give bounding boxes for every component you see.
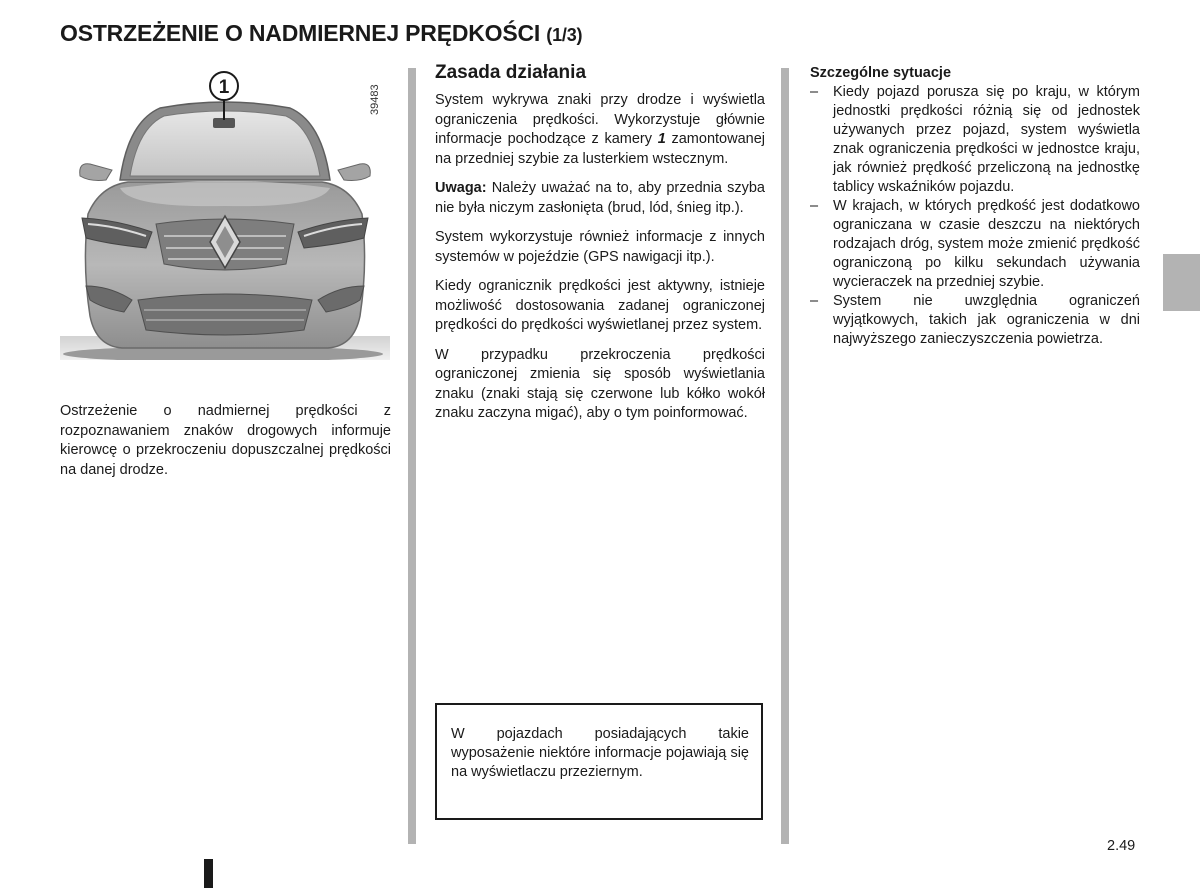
figure-caption: Ostrzeżenie o nadmiernej prędkości z rozpoznawaniem znaków drogowych informuje kierowcę o przekroczeniu dopuszczalnej prędkości na danej drodze. xyxy=(60,403,391,478)
note-text: Należy uważać na to, aby przednia szyba nie była niczym zasłonięta (brud, lód, śnieg itp.). xyxy=(435,180,765,216)
title-text: OSTRZEŻENIE O NADMIERNEJ PRĘDKOŚCI xyxy=(60,20,541,46)
title-part: (1/3) xyxy=(546,25,583,45)
bullet-dash: – xyxy=(810,293,819,309)
info-box-text: W pojazdach posiadających takie wyposażenie niektóre informacje pojawiają się na wyświetlaczu przeziernym. xyxy=(451,726,749,780)
list-item xyxy=(810,83,1140,197)
figure-code xyxy=(356,72,396,118)
page-title xyxy=(60,20,582,47)
camera-reference: 1 xyxy=(657,131,666,147)
special-list xyxy=(810,83,1140,349)
corner-mark xyxy=(204,859,213,888)
column-divider-right xyxy=(781,68,789,844)
special-heading: Szczególne sytuacje xyxy=(810,65,952,81)
principle-paragraph-4: Kiedy ogranicznik prędkości jest aktywny, istnieje możliwość dostosowania zadanej ograniczonej prędkości do prędkości wyświetlanej przez system. xyxy=(435,278,765,333)
list-item xyxy=(810,197,1140,292)
column-divider-left xyxy=(408,68,416,844)
chapter-tab xyxy=(1163,254,1200,311)
list-item-text: W krajach, w których prędkość jest dodatkowo ograniczana w czasie deszczu na niektórych rodzajach dróg, system może zmienić prędkość ograniczoną po kilku sekundach używania wycieraczek na przedniej szybie. xyxy=(833,198,1140,290)
list-item-text: Kiedy pojazd porusza się po kraju, w którym jednostki prędkości różnią się od jednostek używanych przez pojazd, system wyświetla znak ograniczenia prędkości w jednostce kraju, jak również prędkość przeliczoną na jednostkę tablicy wskaźników pojazdu. xyxy=(833,84,1140,195)
principle-paragraph-1 xyxy=(435,91,765,169)
car-front-illustration xyxy=(60,64,390,360)
p1-text-before: System wykrywa znaki przy drodze i wyświetla ograniczenia prędkości. Wykorzystuje głównie informacje pochodzące z kamery xyxy=(435,92,765,147)
figure-code-text: 39483 xyxy=(369,84,381,115)
p1-text-after: zamontowanej na przedniej szybie za lusterkiem wstecznym. xyxy=(435,131,765,167)
list-item-text: System nie uwzględnia ograniczeń wyjątkowych, takich jak ograniczenia w dni najwyższego zanieczyszczenia powietrza. xyxy=(833,293,1140,347)
bullet-dash: – xyxy=(810,198,819,214)
list-item xyxy=(810,292,1140,349)
principle-section xyxy=(435,62,765,434)
section-heading: Zasada działania xyxy=(435,62,587,83)
principle-paragraph-5: W przypadku przekroczenia prędkości ograniczonej zmienia się sposób wyświetlania znaku (znaki stają się czerwone lub kółko wokół znaku zaczyna migać), aby o tym poinformować. xyxy=(435,346,765,421)
note-label: Uwaga: xyxy=(435,180,487,196)
info-box xyxy=(435,703,763,820)
principle-paragraph-3: System wykorzystuje również informacje z innych systemów w pojeździe (GPS nawigacji itp.). xyxy=(435,229,765,265)
bullet-dash: – xyxy=(810,84,819,100)
special-situations-section xyxy=(810,64,1140,349)
callout-number: 1 xyxy=(218,77,230,98)
page-number: 2.49 xyxy=(1107,838,1136,854)
principle-note xyxy=(435,179,765,218)
